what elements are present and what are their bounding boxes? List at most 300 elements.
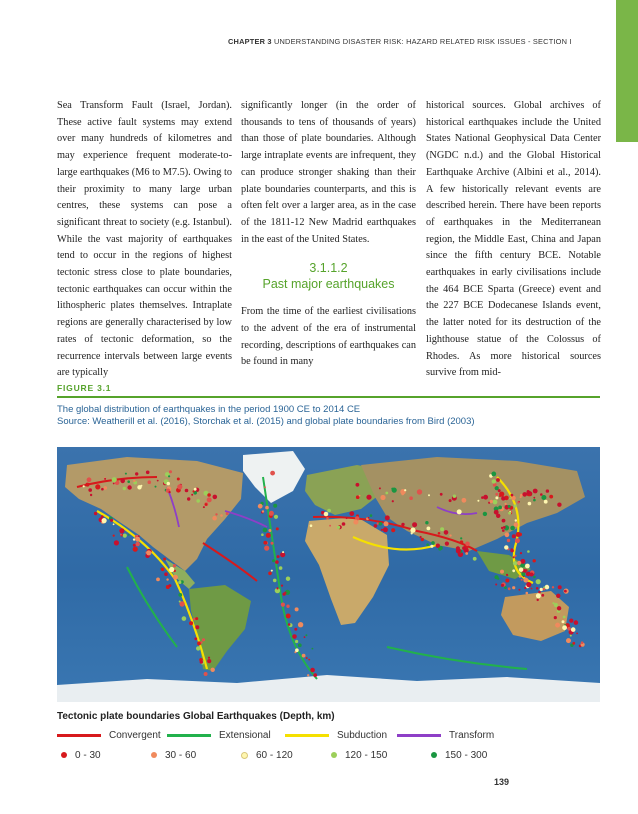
earthquake-dot bbox=[193, 490, 195, 492]
earthquake-dot bbox=[392, 500, 394, 502]
earthquake-dot bbox=[477, 500, 479, 502]
earthquake-dot bbox=[495, 584, 497, 586]
earthquake-dot bbox=[307, 674, 309, 676]
section-number: 3.1.1.2 bbox=[309, 261, 348, 276]
earthquake-dot bbox=[505, 503, 507, 505]
earthquake-dot bbox=[412, 522, 417, 527]
earthquake-dot bbox=[499, 492, 504, 497]
earthquake-dot bbox=[101, 488, 104, 491]
earthquake-dot bbox=[440, 493, 443, 496]
earthquake-dot bbox=[169, 470, 172, 473]
earthquake-dot bbox=[505, 579, 509, 583]
earthquake-dot bbox=[508, 587, 511, 590]
earthquake-dot bbox=[120, 479, 125, 484]
earthquake-dot bbox=[270, 471, 275, 476]
depth-60-120-dot bbox=[241, 752, 248, 759]
earthquake-dot bbox=[313, 673, 317, 677]
transform-swatch bbox=[397, 734, 441, 737]
earthquake-dot bbox=[326, 517, 329, 520]
earthquake-dot bbox=[506, 574, 508, 576]
earthquake-dot bbox=[286, 614, 291, 619]
earthquake-dot bbox=[177, 484, 182, 489]
earthquake-dot bbox=[90, 494, 92, 496]
earthquake-dot bbox=[127, 480, 130, 483]
legend-extensional bbox=[167, 728, 271, 742]
earthquake-dot bbox=[295, 640, 298, 643]
chapter-header bbox=[228, 37, 572, 46]
legend-depth-120-150-label: 120 - 150 bbox=[345, 749, 388, 761]
earthquake-dot bbox=[146, 550, 151, 555]
earthquake-dot bbox=[574, 620, 579, 625]
earthquake-dot bbox=[327, 509, 331, 513]
earthquake-dot bbox=[505, 532, 510, 537]
earthquake-dot bbox=[276, 527, 279, 530]
earthquake-dot bbox=[504, 545, 508, 549]
earthquake-dot bbox=[537, 599, 539, 601]
earthquake-dot bbox=[177, 478, 180, 481]
earthquake-dot bbox=[546, 489, 549, 492]
earthquake-dot bbox=[163, 558, 166, 561]
earthquake-dot bbox=[156, 578, 160, 582]
earthquake-dot bbox=[123, 534, 127, 538]
earthquake-dot bbox=[528, 502, 532, 506]
depth-30-60-dot bbox=[151, 752, 157, 758]
earthquake-dot bbox=[512, 569, 515, 572]
earthquake-dot bbox=[511, 494, 514, 497]
earthquake-dot bbox=[543, 586, 545, 588]
earthquake-dot bbox=[501, 584, 504, 587]
earthquake-dot bbox=[94, 512, 97, 515]
earthquake-dot bbox=[533, 576, 536, 579]
earthquake-dot bbox=[498, 489, 501, 492]
earthquake-dot bbox=[164, 572, 168, 576]
earthquake-dot bbox=[368, 517, 370, 519]
earthquake-dot bbox=[497, 578, 499, 580]
legend-depth-60-120 bbox=[241, 748, 293, 762]
legend-convergent bbox=[57, 728, 161, 742]
earthquake-dot bbox=[324, 512, 329, 517]
earthquake-dot bbox=[135, 537, 140, 542]
earthquake-dot bbox=[193, 618, 196, 621]
earthquake-dot bbox=[264, 546, 269, 551]
earthquake-dot bbox=[272, 559, 275, 562]
earthquake-dot bbox=[276, 587, 278, 589]
earthquake-dot bbox=[125, 473, 127, 475]
earthquake-dot bbox=[85, 483, 89, 487]
earthquake-dot bbox=[483, 512, 487, 516]
earthquake-dot bbox=[195, 617, 198, 620]
legend-boundaries bbox=[57, 728, 577, 742]
earthquake-dot bbox=[552, 586, 554, 588]
earthquake-dot bbox=[464, 548, 469, 553]
earthquake-dot bbox=[567, 627, 571, 631]
earthquake-dot bbox=[509, 498, 511, 500]
chapter-label: CHAPTER 3 bbox=[228, 37, 272, 46]
earthquake-dot bbox=[453, 495, 456, 498]
earthquake-dot bbox=[263, 528, 268, 533]
earthquake-dot bbox=[501, 527, 503, 529]
earthquake-dot bbox=[189, 621, 193, 625]
legend-extensional-label: Extensional bbox=[219, 729, 271, 741]
body-columns bbox=[57, 98, 606, 379]
earthquake-dot bbox=[312, 648, 314, 650]
earthquake-dot bbox=[306, 657, 308, 659]
earthquake-dot bbox=[135, 472, 138, 475]
earthquake-dot bbox=[379, 522, 383, 526]
earthquake-dot bbox=[444, 530, 449, 535]
earthquake-dot bbox=[212, 516, 217, 521]
earthquake-dot bbox=[518, 589, 520, 591]
earthquake-dot bbox=[207, 659, 211, 663]
earthquake-dot bbox=[428, 494, 430, 496]
earthquake-dot bbox=[557, 606, 561, 610]
earthquake-dot bbox=[148, 480, 152, 484]
earthquake-dot bbox=[425, 521, 428, 524]
earthquake-dot bbox=[420, 536, 422, 538]
earthquake-dot bbox=[526, 592, 529, 595]
earthquake-dot bbox=[569, 619, 573, 623]
earthquake-dot bbox=[179, 601, 181, 603]
earthquake-dot bbox=[572, 642, 575, 645]
earthquake-dot bbox=[507, 539, 510, 542]
earthquake-dot bbox=[385, 492, 388, 495]
earthquake-dot bbox=[438, 532, 441, 535]
earthquake-dot bbox=[337, 526, 340, 529]
legend-title: Tectonic plate boundaries Global Earthquakes (Depth, km) bbox=[57, 711, 335, 722]
legend-depth-120-150 bbox=[331, 748, 387, 762]
earthquake-dot bbox=[374, 524, 378, 528]
earthquake-dot bbox=[436, 544, 440, 548]
earthquake-dot bbox=[196, 646, 200, 650]
earthquake-dot bbox=[431, 541, 435, 545]
figure-caption-title: The global distribution of earthquakes in the period 1900 CE to 2014 CE bbox=[57, 404, 361, 415]
legend-depth-150-300 bbox=[431, 748, 487, 762]
earthquake-dot bbox=[495, 493, 498, 496]
earthquake-dot bbox=[540, 588, 543, 591]
earthquake-dot bbox=[526, 572, 531, 577]
earthquake-dot bbox=[515, 538, 520, 543]
earthquake-dot bbox=[305, 634, 307, 636]
earthquake-dot bbox=[133, 538, 135, 540]
earthquake-dot bbox=[204, 672, 208, 676]
earthquake-dot bbox=[288, 623, 291, 626]
earthquake-dot bbox=[104, 478, 106, 480]
earthquake-dot bbox=[285, 592, 287, 594]
earthquake-dot bbox=[295, 648, 299, 652]
earthquake-dot bbox=[208, 657, 210, 659]
earthquake-dot bbox=[519, 568, 523, 572]
earthquake-dot bbox=[457, 509, 462, 514]
earthquake-dot bbox=[83, 485, 85, 487]
earthquake-dot bbox=[462, 498, 467, 503]
earthquake-dot bbox=[554, 616, 557, 619]
earthquake-dot bbox=[508, 505, 511, 508]
earthquake-dot bbox=[292, 634, 297, 639]
earthquake-dot bbox=[263, 541, 267, 545]
earthquake-dot bbox=[426, 543, 429, 546]
earthquake-dot bbox=[194, 488, 197, 491]
earthquake-dot bbox=[207, 493, 211, 497]
earthquake-dot bbox=[274, 515, 278, 519]
earthquake-dot bbox=[187, 497, 190, 500]
earthquake-dot bbox=[166, 578, 168, 580]
earthquake-dot bbox=[493, 483, 497, 487]
earthquake-dot bbox=[173, 564, 176, 567]
legend-depths bbox=[57, 748, 577, 762]
earthquake-dot bbox=[500, 570, 504, 574]
legend-subduction bbox=[285, 728, 387, 742]
earthquake-dot bbox=[123, 487, 126, 490]
earthquake-dot bbox=[167, 482, 170, 485]
legend-transform bbox=[397, 728, 494, 742]
earthquake-dot bbox=[213, 495, 218, 500]
earthquake-dot bbox=[329, 525, 331, 527]
earthquake-dot bbox=[501, 496, 505, 500]
section-title: Past major earthquakes bbox=[262, 277, 395, 292]
earthquake-dot bbox=[207, 497, 212, 502]
earthquake-dot bbox=[465, 542, 470, 547]
earthquake-dot bbox=[282, 551, 284, 553]
earthquake-dot bbox=[295, 607, 299, 611]
earthquake-dot bbox=[502, 519, 506, 523]
earthquake-dot bbox=[383, 527, 388, 532]
column-1 bbox=[57, 98, 232, 382]
earthquake-dot bbox=[566, 638, 571, 643]
earthquake-dot bbox=[512, 586, 515, 589]
earthquake-dot bbox=[544, 500, 548, 504]
earthquake-dot bbox=[185, 489, 189, 493]
earthquake-dot bbox=[379, 487, 381, 489]
earthquake-dot bbox=[127, 485, 131, 489]
section-tab bbox=[616, 0, 638, 142]
earthquake-dot bbox=[353, 520, 358, 525]
earthquake-dot bbox=[483, 495, 488, 500]
earthquake-dot bbox=[516, 532, 521, 537]
earthquake-dot bbox=[562, 625, 567, 630]
earthquake-dot bbox=[346, 517, 348, 519]
earthquake-dot bbox=[113, 523, 115, 525]
earthquake-dot bbox=[178, 593, 182, 597]
earthquake-dot bbox=[536, 579, 541, 584]
earthquake-dot bbox=[524, 587, 526, 589]
earthquake-dot bbox=[366, 495, 371, 500]
earthquake-dot bbox=[562, 620, 565, 623]
figure-caption-source: Source: Weatherill et al. (2016), Storchak et al. (2015) and global plate boundaries from Bird (2003) bbox=[57, 416, 475, 427]
earthquake-dot bbox=[514, 504, 517, 507]
earthquake-dot bbox=[310, 524, 313, 527]
earthquake-dot bbox=[200, 641, 202, 643]
earthquake-dot bbox=[558, 585, 562, 589]
earthquake-dot bbox=[113, 483, 115, 485]
legend-depth-0-30-label: 0 - 30 bbox=[75, 749, 101, 761]
legend-subduction-label: Subduction bbox=[337, 729, 388, 741]
earthquake-dot bbox=[564, 590, 567, 593]
earthquake-dot bbox=[173, 575, 178, 580]
earthquake-dot bbox=[136, 542, 140, 546]
legend-depth-30-60 bbox=[151, 748, 196, 762]
column-1-text: Sea Transform Fault (Israel, Jordan). These active fault systems may extend over many hundreds of kilometres and may experience frequent moderate-to-large earthquakes (M6 to M7.5). Owing to their proximity to many large urban centres, these systems can pose a significant threat to society (e.g. Istanbul). While the vast majority of earthquakes tend to occur in the regions of highest tectonic stress close to plate boundaries, tectonic earthquakes can occur within the lithospheric plates themselves. Intraplate regions are generally characterised by low rates of tectonic deformation, so the recurrence intervals between large events are typically bbox=[57, 100, 232, 379]
earthquake-dot bbox=[268, 572, 272, 576]
earthquake-dot bbox=[510, 526, 515, 531]
earthquake-dot bbox=[370, 514, 373, 517]
earthquake-dot bbox=[385, 515, 390, 520]
earthquake-dot bbox=[182, 616, 187, 621]
column-2-text-top: significantly longer (in the order of thousands to tens of thousands of years) than those of plate boundaries. Although large intraplate events are infrequent, they can produce stronger shaking than their plate boundaries counterparts, and this is often felt over a larger area, as in the case of the 1811-12 New Madrid earthquakes in the east of the United States. bbox=[241, 100, 416, 245]
earthquake-dot bbox=[554, 603, 558, 607]
earthquake-dot bbox=[514, 555, 516, 557]
page-number: 139 bbox=[494, 777, 510, 787]
earthquake-dot bbox=[520, 552, 522, 554]
earthquake-dot bbox=[277, 555, 280, 558]
earthquake-dot bbox=[87, 477, 92, 482]
earthquake-dot bbox=[538, 591, 541, 594]
earthquake-dot bbox=[522, 492, 527, 497]
column-2 bbox=[241, 98, 416, 371]
earthquake-dot bbox=[104, 486, 108, 490]
earthquake-dot bbox=[391, 488, 393, 490]
earthquake-dot bbox=[381, 529, 383, 531]
earthquake-dot bbox=[271, 542, 274, 545]
earthquake-dot bbox=[268, 529, 271, 532]
earthquake-dot bbox=[298, 643, 302, 647]
earthquake-dot bbox=[491, 472, 496, 477]
chapter-title: UNDERSTANDING DISASTER RISK: HAZARD RELATED RISK ISSUES - SECTION I bbox=[273, 37, 572, 46]
earthquake-dot bbox=[521, 579, 523, 581]
earthquake-dot bbox=[140, 485, 142, 487]
earthquake-dot bbox=[401, 523, 404, 526]
earthquake-dot bbox=[492, 479, 496, 483]
earthquake-dot bbox=[203, 506, 205, 508]
earthquake-dot bbox=[273, 579, 277, 583]
legend-depth-30-60-label: 30 - 60 bbox=[165, 749, 197, 761]
earthquake-dot bbox=[549, 495, 553, 499]
earthquake-world-map bbox=[57, 447, 600, 702]
earthquake-dot bbox=[533, 559, 536, 562]
earthquake-dot bbox=[271, 570, 273, 572]
earthquake-dot bbox=[456, 548, 461, 553]
earthquake-dot bbox=[310, 668, 315, 673]
convergent-swatch bbox=[57, 734, 101, 737]
earthquake-dot bbox=[517, 561, 521, 565]
earthquake-dot bbox=[380, 495, 385, 500]
earthquake-dot bbox=[273, 504, 277, 508]
earthquake-dot bbox=[526, 582, 531, 587]
earthquake-dot bbox=[473, 557, 477, 561]
earthquake-dot bbox=[519, 575, 522, 578]
earthquake-dot bbox=[286, 577, 290, 581]
earthquake-dot bbox=[298, 622, 303, 627]
earthquake-dot bbox=[384, 521, 389, 526]
column-3 bbox=[426, 98, 601, 382]
earthquake-dot bbox=[161, 568, 165, 572]
earthquake-dot bbox=[269, 511, 274, 516]
earthquake-dot bbox=[133, 547, 138, 552]
earthquake-dot bbox=[133, 480, 135, 482]
earthquake-dot bbox=[421, 538, 424, 541]
earthquake-dot bbox=[261, 533, 264, 536]
earthquake-dot bbox=[281, 585, 283, 587]
column-2-text-bottom: From the time of the earliest civilisations to the advent of the era of instrumental recording, descriptions of earthquakes can be found in many bbox=[241, 306, 416, 368]
earthquake-dot bbox=[417, 489, 422, 494]
legend-depth-60-120-label: 60 - 120 bbox=[256, 749, 293, 761]
earthquake-dot bbox=[541, 495, 546, 500]
earthquake-dot bbox=[264, 486, 266, 488]
earthquake-dot bbox=[119, 528, 124, 533]
earthquake-dot bbox=[191, 494, 193, 496]
earthquake-dot bbox=[465, 552, 468, 555]
earthquake-dot bbox=[523, 578, 528, 583]
earthquake-dot bbox=[155, 486, 157, 488]
earthquake-dot bbox=[265, 506, 269, 510]
depth-0-30-dot bbox=[61, 752, 67, 758]
earthquake-dot bbox=[533, 489, 538, 494]
earthquake-dot bbox=[196, 499, 200, 503]
earthquake-dot bbox=[555, 623, 560, 628]
earthquake-dot bbox=[513, 556, 515, 558]
extensional-swatch bbox=[167, 734, 211, 737]
earthquake-dot bbox=[513, 561, 517, 565]
earthquake-dot bbox=[114, 540, 119, 545]
earthquake-dot bbox=[205, 503, 208, 506]
depth-120-150-dot bbox=[331, 752, 337, 758]
earthquake-dot bbox=[169, 491, 171, 493]
earthquake-dot bbox=[495, 496, 498, 499]
earthquake-dot bbox=[404, 489, 406, 491]
earthquake-dot bbox=[157, 480, 159, 482]
earthquake-dot bbox=[359, 495, 361, 497]
figure-caption bbox=[57, 404, 602, 428]
earthquake-dot bbox=[168, 584, 171, 587]
earthquake-dot bbox=[430, 545, 433, 548]
earthquake-dot bbox=[571, 627, 576, 632]
legend-convergent-label: Convergent bbox=[109, 729, 161, 741]
earthquake-dot bbox=[564, 619, 566, 621]
earthquake-dot bbox=[169, 567, 174, 572]
earthquake-dot bbox=[133, 544, 136, 547]
earthquake-dot bbox=[410, 528, 415, 533]
earthquake-dot bbox=[533, 497, 535, 499]
earthquake-dot bbox=[527, 491, 531, 495]
earthquake-dot bbox=[304, 636, 306, 638]
earthquake-dot bbox=[194, 637, 197, 640]
earthquake-dot bbox=[512, 534, 516, 538]
earthquake-dot bbox=[557, 503, 561, 507]
earthquake-dot bbox=[202, 638, 205, 641]
figure-rule bbox=[57, 396, 600, 398]
earthquake-dot bbox=[266, 533, 271, 538]
earthquake-dot bbox=[195, 625, 199, 629]
earthquake-dot bbox=[540, 493, 543, 496]
earthquake-dot bbox=[515, 519, 517, 521]
earthquake-dot bbox=[88, 488, 92, 492]
earthquake-dot bbox=[498, 506, 502, 510]
earthquake-dot bbox=[286, 605, 289, 608]
earthquake-dot bbox=[533, 499, 536, 502]
earthquake-dot bbox=[349, 511, 354, 516]
earthquake-dot bbox=[502, 529, 505, 532]
earthquake-dot bbox=[521, 572, 525, 576]
earthquake-dot bbox=[508, 511, 511, 514]
earthquake-dot bbox=[570, 635, 572, 637]
earthquake-dot bbox=[531, 588, 533, 590]
earthquake-dot bbox=[120, 534, 122, 536]
earthquake-dot bbox=[302, 654, 306, 658]
earthquake-dot bbox=[128, 534, 130, 536]
earthquake-dot bbox=[581, 641, 584, 644]
earthquake-dot bbox=[401, 493, 404, 496]
legend-depth-0-30 bbox=[61, 748, 101, 762]
earthquake-dot bbox=[517, 501, 519, 503]
